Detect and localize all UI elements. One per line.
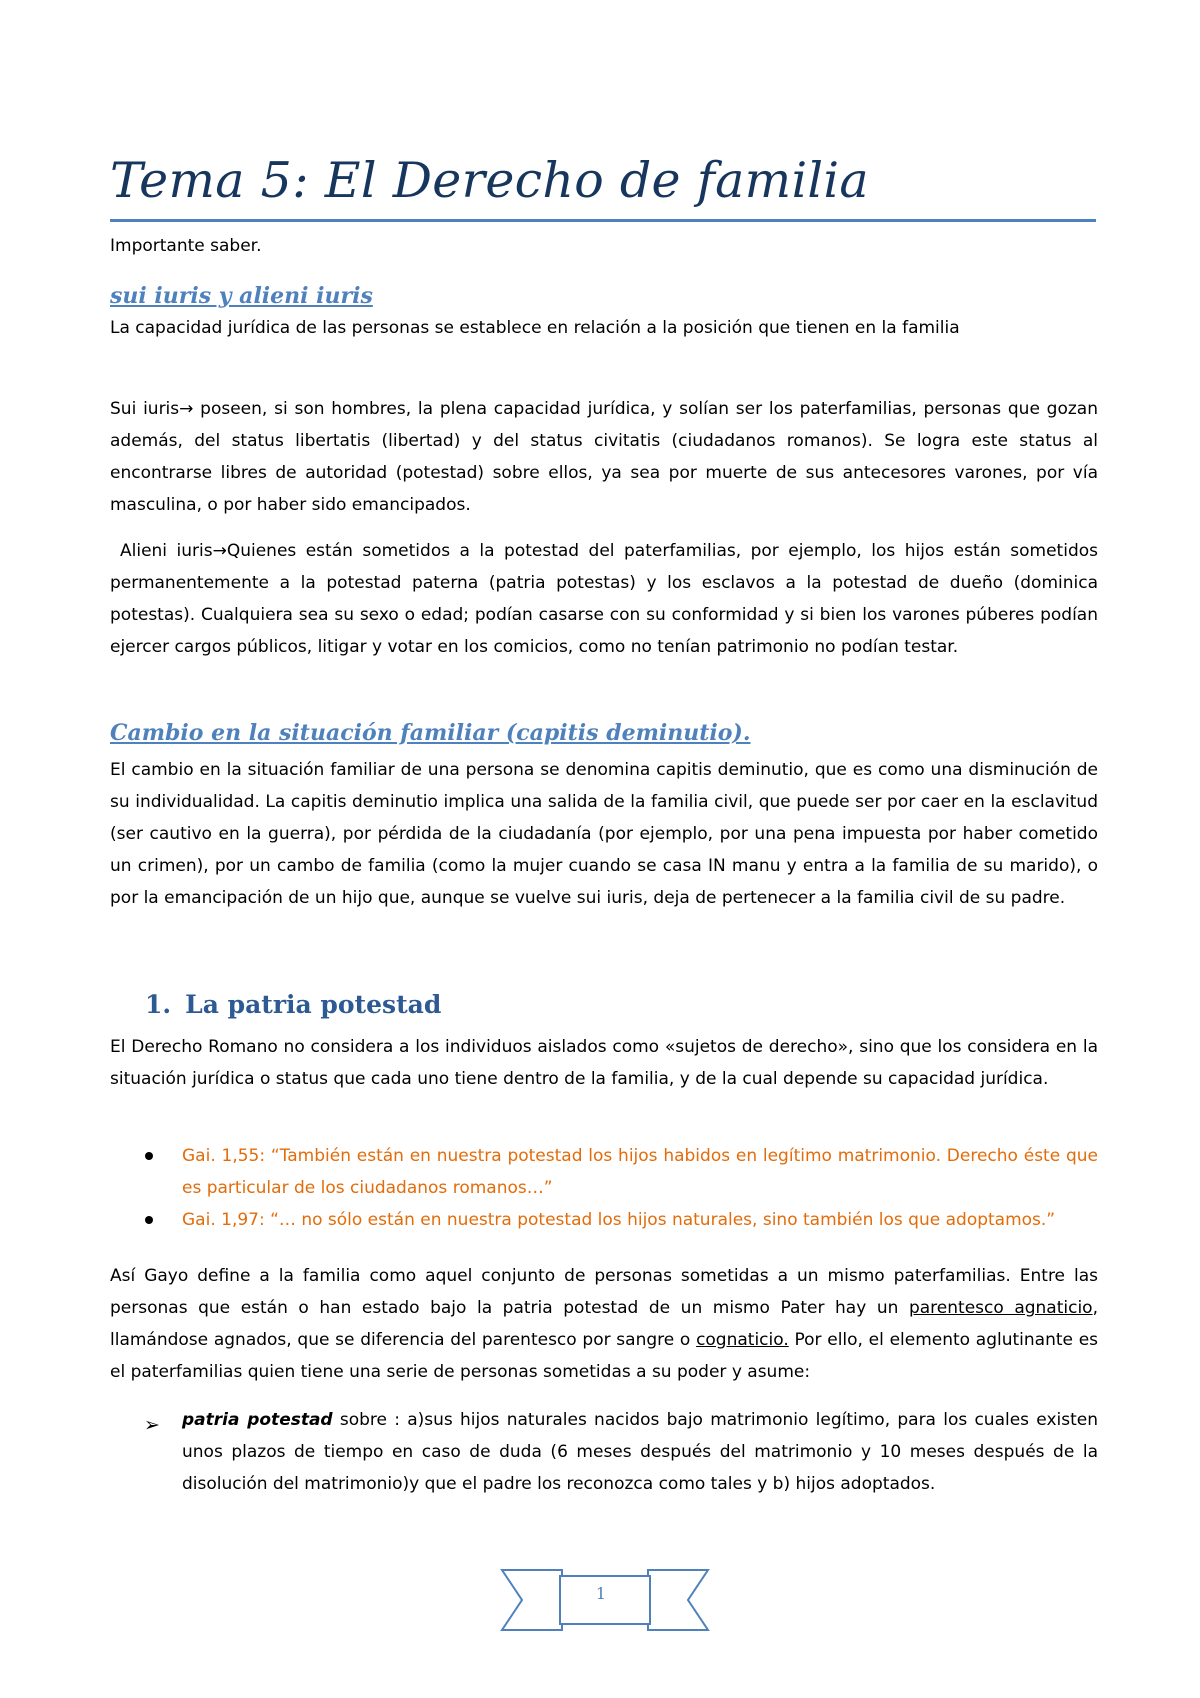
arrow-icon: → [179,399,194,419]
title-underline-rule [110,219,1096,222]
gayo-paragraph [110,1260,1098,1388]
list-item-patria-potestad [182,1404,1098,1500]
term-parentesco-agnaticio: parentesco agnaticio [908,1298,1093,1318]
page-title: Tema 5: El Derecho de familia [110,152,869,209]
arrowhead-bullet-icon: ➢ [144,1414,160,1436]
section-heading-text: La patria potestad [185,990,442,1019]
lead-paragraph: La capacidad jurídica de las personas se establece en relación a la posición que tienen en la familia [110,318,960,338]
gayo-text-part: Por ello, el elemento aglutinante es el paterfamilias quien tiene una serie de personas sometidas a su poder y asume: [110,1330,1099,1382]
bullet-dot-icon [145,1216,153,1224]
section-heading-sui-iuris: sui iuris y alieni iuris [110,283,373,309]
bullet-dot-icon [145,1152,153,1160]
quote-gai-1-97: Gai. 1,97: “… no sólo están en nuestra potestad los hijos naturales, sino también los que adoptamos.” [182,1210,1056,1230]
sui-iuris-paragraph [110,393,1098,521]
sui-iuris-label: Sui iuris [110,399,180,419]
page-number: 1 [595,1584,607,1603]
quote-gai-1-55: Gai. 1,55: “También están en nuestra potestad los hijos habidos en legítimo matrimonio. Derecho éste que es particular de los ciudadanos romanos…” [182,1146,1098,1198]
list-item-label: patria potestad [182,1410,333,1430]
arrow-icon: → [212,541,227,561]
list-item-body: sobre : a)sus hijos naturales nacidos bajo matrimonio legítimo, para los cuales existen unos plazos de tiempo en caso de duda (6 meses después del matrimonio y 10 meses después de la disolución del matrimonio)y que el padre los reconozca como tales y b) hijos adoptados. [182,1410,1098,1494]
term-cognaticio: cognaticio. [696,1330,789,1350]
gayo-text-part: Así Gayo define a la familia como aquel conjunto de personas sometidas a un mismo paterfamilias. Entre las personas que están o han estado bajo la patria potestad de un mismo Pater hay un [110,1266,1098,1318]
capitis-deminutio-paragraph: El cambio en la situación familiar de una persona se denomina capitis deminutio, que es como una disminución de su individualidad. La capitis deminutio implica una salida de la familia civil, que puede ser por caer en la esclavitud (ser cautivo en la guerra), por pérdida de la ciudadanía (por ejemplo, por una pena impuesta por haber cometido un crimen), por un cambo de familia (como la mujer cuando se casa IN manu y entra a la familia de su marido), o por la emancipación de un hijo que, aunque se vuelve sui iuris, deja de pertenecer a la familia civil de su padre. [110,760,1098,908]
intro-text: Importante saber. [110,236,262,256]
section-heading-patria-potestad [145,990,441,1019]
alieni-iuris-body: Quienes están sometidos a la potestad del paterfamilias, por ejemplo, los hijos están sometidos permanentemente a la potestad paterna (patria potestas) y los esclavos a la potestad de dueño (dominica potestas). Cualquiera sea su sexo o edad; podían casarse con su conformidad y si bien los varones púberes podían ejercer cargos públicos, litigar y votar en los comicios, como no tenían patrimonio no podían testar. [110,541,1098,657]
patria-potestad-paragraph: El Derecho Romano no considera a los individuos aislados como «sujetos de derecho», sino que los considera en la situación jurídica o status que cada uno tiene dentro de la familia, y de la cual depende su capacidad jurídica. [110,1037,1098,1089]
section-heading-capitis-deminutio: Cambio en la situación familiar (capitis deminutio). [110,720,751,746]
gayo-text-part: , llamándose agnados, que se diferencia del parentesco por sangre o [110,1298,1098,1350]
alieni-iuris-paragraph [110,535,1098,663]
section-number: 1. [145,990,172,1019]
sui-iuris-body: poseen, si son hombres, la plena capacidad jurídica, y solían ser los paterfamilias, personas que gozan además, del status libertatis (libertad) y del status civitatis (ciudadanos romanos). Se logra este status al encontrarse libres de autoridad (potestad) sobre ellos, ya sea por muerte de sus antecesores varones, por vía masculina, o por haber sido emancipados. [110,399,1098,515]
alieni-iuris-label: Alieni iuris [120,541,213,561]
